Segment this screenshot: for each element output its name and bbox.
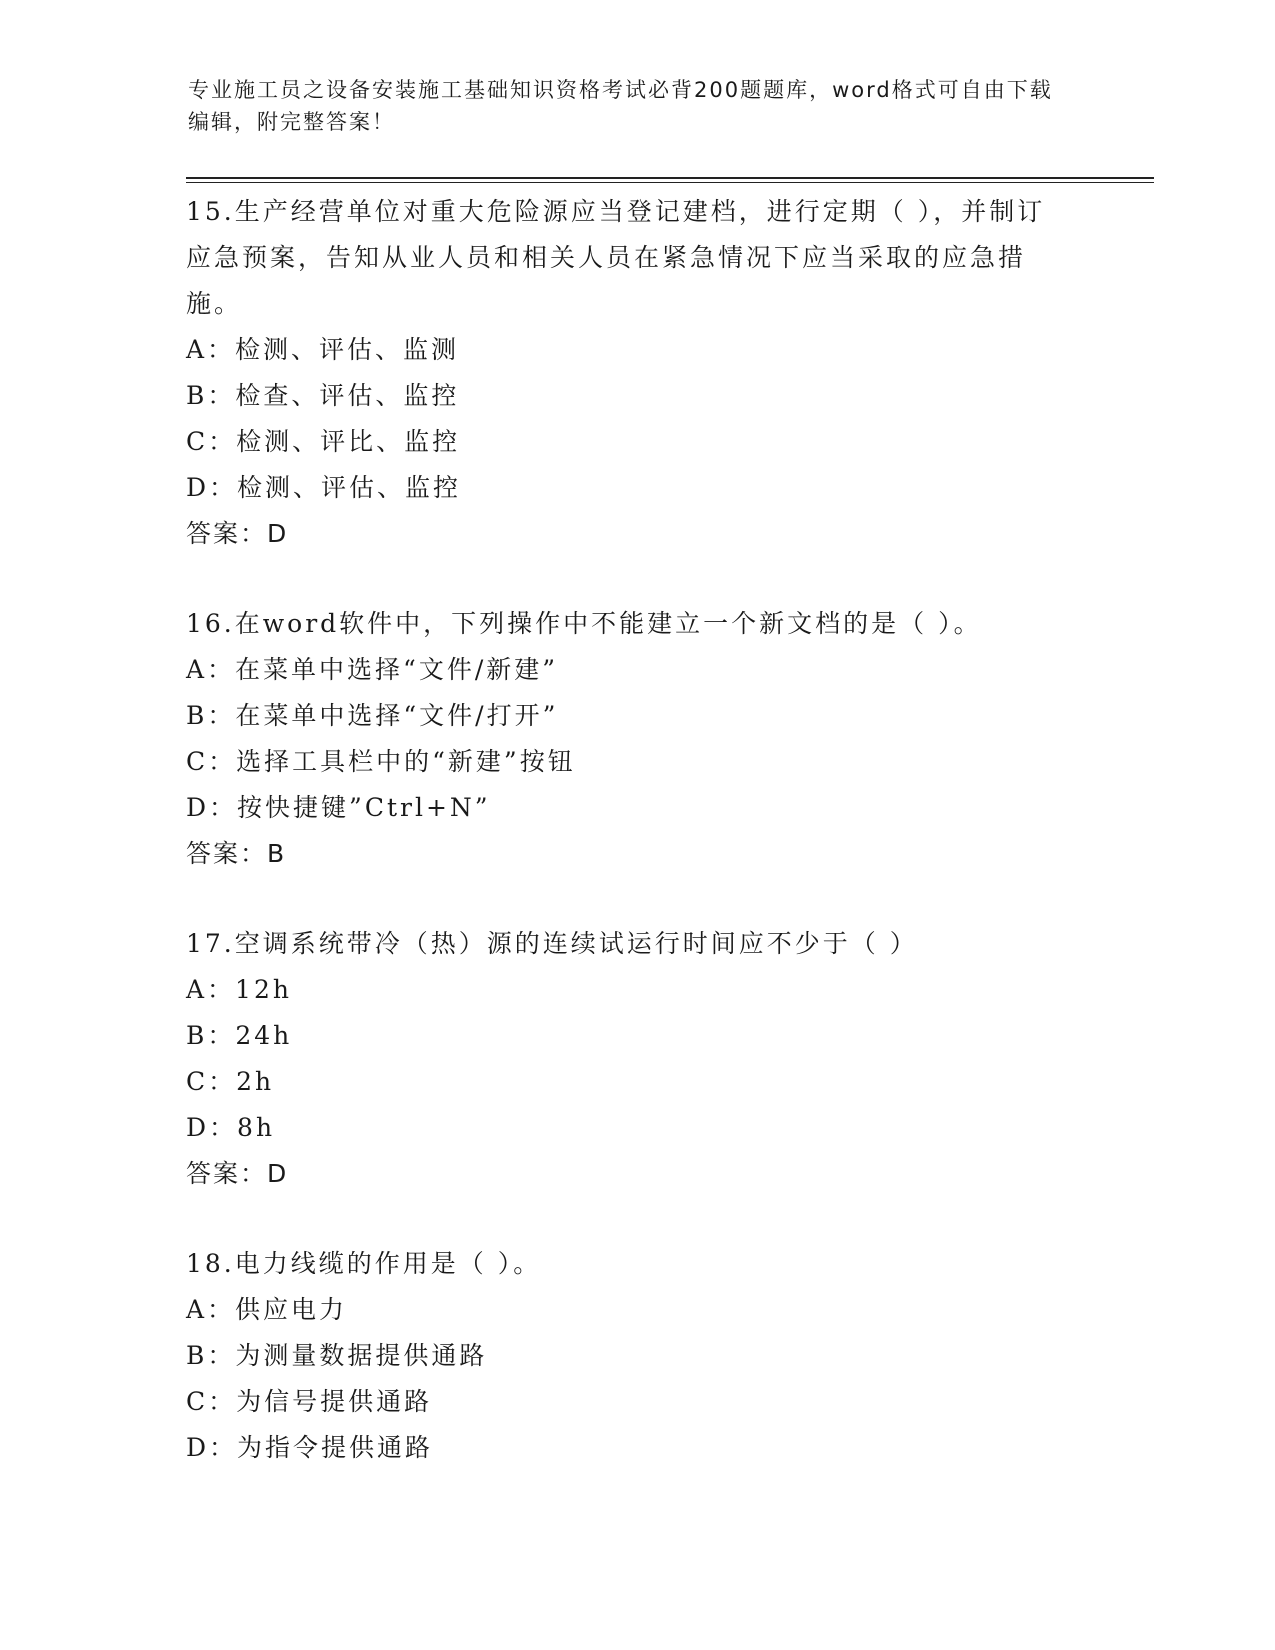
option-d: D：检测、评估、监控 [186,473,462,502]
option-b: B：为测量数据提供通路 [186,1341,488,1370]
question-18 [186,1241,1066,1471]
option-b: B：24h [186,1021,293,1050]
option-a: A：在菜单中选择“文件/新建” [186,655,559,684]
option-b: B：在菜单中选择“文件/打开” [186,701,559,730]
question-17 [186,921,1066,1197]
question-15 [186,189,1066,557]
option-d: D：按快捷键”Ctrl+N” [186,793,491,822]
document-header: 专业施工员之设备安装施工基础知识资格考试必背200题题库，word格式可自由下载编辑，附完整答案！ [188,78,1053,134]
option-c: C：为信号提供通路 [186,1387,433,1416]
option-c: C：选择工具栏中的“新建”按钮 [186,747,576,776]
question-stem: 17.空调系统带冷（热）源的连续试运行时间应不少于（ ） [186,929,918,958]
option-c: C：检测、评比、监控 [186,427,461,456]
option-c: C：2h [186,1067,275,1096]
header-rule-thin [186,182,1154,183]
question-stem: 18.电力线缆的作用是（ ）。 [186,1249,542,1278]
answer-label: 答案：D [186,1159,289,1188]
option-b: B：检查、评估、监控 [186,381,460,410]
option-d: D：8h [186,1113,276,1142]
answer-label: 答案：B [186,839,287,868]
option-d: D：为指令提供通路 [186,1433,434,1462]
answer-label: 答案：D [186,519,289,548]
option-a: A：供应电力 [186,1295,348,1324]
option-a: A：12h [186,975,292,1004]
question-16 [186,601,1066,877]
question-stem: 15.生产经营单位对重大危险源应当登记建档，进行定期（ ），并制订应急预案，告知从业人员和相关人员在紧急情况下应当采取的应急措施。 [186,197,1046,318]
header-rule-thick [186,177,1154,179]
question-list [186,189,1066,1471]
question-stem: 16.在word软件中，下列操作中不能建立一个新文档的是（ ）。 [186,609,982,638]
option-a: A：检测、评估、监测 [186,335,460,364]
